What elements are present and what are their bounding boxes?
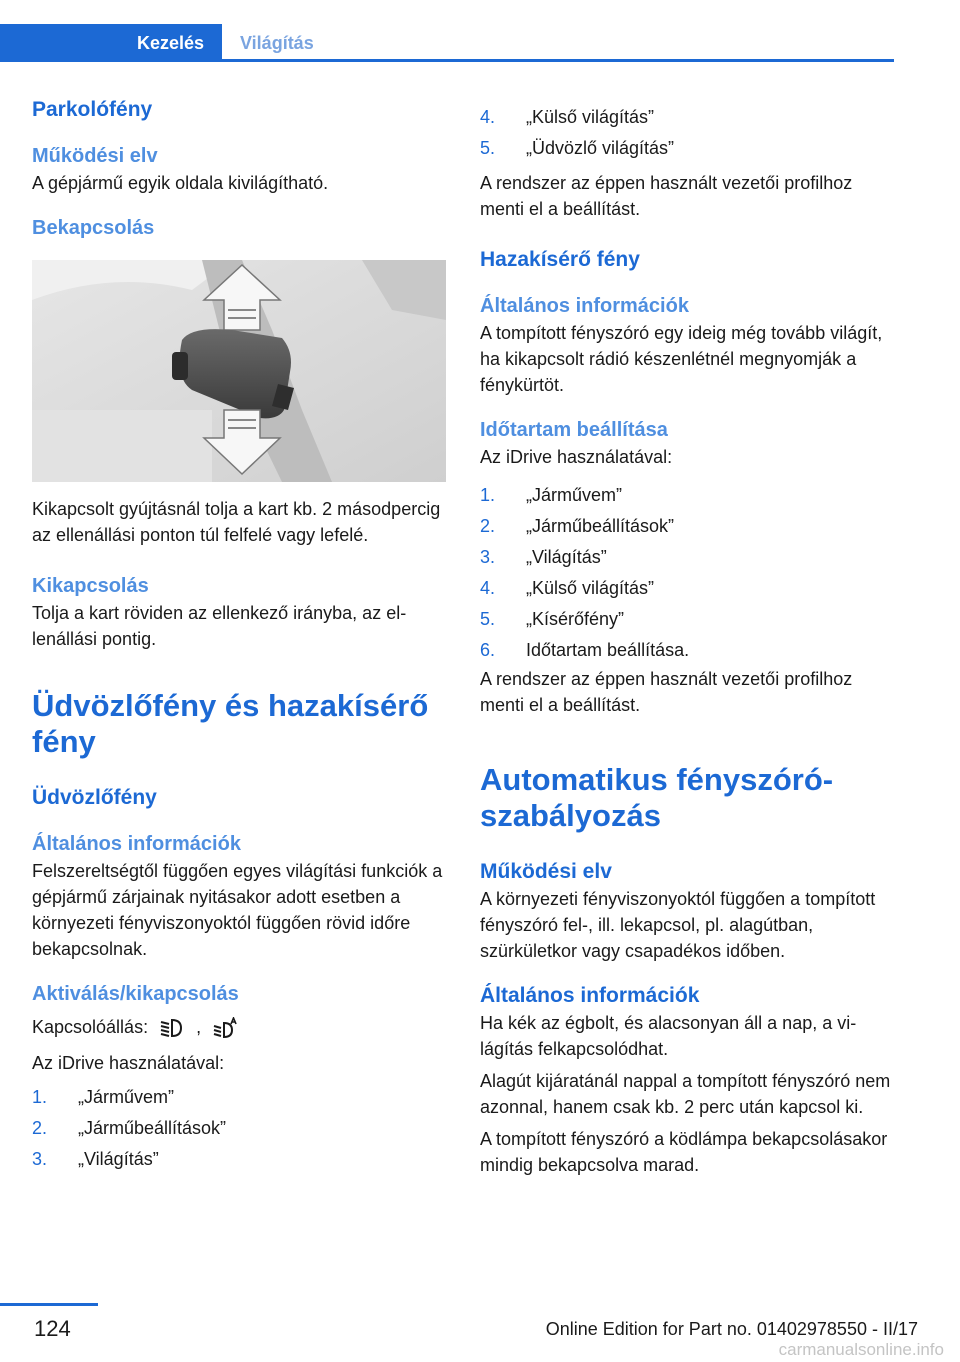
parkolofeny-heading: Parkolófény xyxy=(32,98,153,121)
mukodesi-elv-heading: Működési elv xyxy=(32,145,158,167)
watermark: carmanualsonline.info xyxy=(778,1340,944,1359)
list-item: 1. „Járművem” xyxy=(480,485,623,505)
list-item: 5. „Üdvözlő világítás” xyxy=(480,138,675,158)
right-column xyxy=(480,102,894,1178)
altalanos-informaciok-heading-2: Általános információk xyxy=(480,295,689,317)
udvozlofeny-hazakisero-title: Üdvözlőfény és hazakísérő fény xyxy=(32,688,429,759)
list-item: 5. „Kísérőfény” xyxy=(480,609,625,629)
altalanos-informaciok-heading-3: Általános információk xyxy=(480,984,700,1007)
mukodesi-elv-heading-2: Működési elv xyxy=(480,860,612,883)
automatikus-text: A környezeti fényviszonyoktól függően a tompított fényszóró fel-, ill. lekapcsol, pl. alagútban, szürkületkor vagy csapadékos időben. xyxy=(480,889,876,961)
lever-illustration-svg xyxy=(32,260,446,482)
hazakisero-text: A tompított fényszóró egy ideig még tovább világít, ha kikapcsolt rádió készenlétnél megnyomják a fénykürtöt. xyxy=(480,323,883,395)
profile-text: A rendszer az éppen használt vezetői profilhoz menti el a beállítást. xyxy=(480,173,853,219)
paragraph-3: A tompított fényszóró a ködlámpa bekapcsolásakor mindig bekapcsolva marad. xyxy=(480,1129,888,1175)
lever-illustration xyxy=(32,260,446,482)
edition-text: Online Edition for Part no. 01402978550 - II/17 xyxy=(545,1319,918,1339)
page-number: 124 xyxy=(34,1316,71,1341)
altalanos-informaciok-text: Felszereltségtől függően egyes világítási funkciók a gépjármű zárjainak nyitásakor adott esetben a környezeti fényviszonyoktól függően rövid időre bekapcsolnak. xyxy=(32,861,443,959)
left-steps-list xyxy=(32,1082,446,1175)
kikapcsolas-text: Tolja a kart röviden az ellenkező irányba, az ellenállási pontig. xyxy=(32,603,407,649)
list-item: 6. Időtartam beállítása. xyxy=(480,640,690,660)
paragraph-1: Ha kék az égbolt, és alacsonyan áll a nap, a világítás felkapcsolódhat. xyxy=(480,1013,857,1059)
hazakisero-heading: Hazakísérő fény xyxy=(480,248,640,271)
list-item: 4. „Külső világítás” xyxy=(480,578,655,598)
low-beam-icon xyxy=(159,1017,185,1039)
kapcsoloallas-label: Kapcsolóállás: xyxy=(32,1017,149,1037)
symbol-comma: , xyxy=(196,1017,202,1037)
right-steps-continued xyxy=(480,102,894,164)
bekapcsolas-text: Kikapcsolt gyújtásnál tolja a kart kb. 2 másodpercig az ellenállási ponton túl felfelé vagy lefelé. xyxy=(32,499,441,545)
idrive-label: Az iDrive használatával: xyxy=(32,1053,225,1073)
mukodesi-elv-text: A gépjármű egyik oldala kivilágítható. xyxy=(32,173,329,193)
udvozlofeny-heading: Üdvözlőfény xyxy=(32,786,157,809)
list-item: 3. „Világítás” xyxy=(480,547,607,567)
idotartam-heading: Időtartam beállítása xyxy=(480,419,668,441)
bekapcsolas-heading: Bekapcsolás xyxy=(32,217,155,239)
kapcsoloallas-line xyxy=(32,1014,446,1040)
tab-vilagitas[interactable]: Világítás xyxy=(240,32,314,53)
aktivalas-heading: Aktiválás/kikapcsolás xyxy=(32,983,239,1005)
header-tabbar xyxy=(0,24,894,62)
kikapcsolas-heading: Kikapcsolás xyxy=(32,575,149,597)
altalanos-informaciok-heading: Általános információk xyxy=(32,833,241,855)
header-rule xyxy=(0,59,894,62)
right-steps-list xyxy=(480,480,894,666)
list-item: 4. „Külső világítás” xyxy=(480,107,655,127)
list-item: 3. „Világítás” xyxy=(32,1149,159,1169)
list-item: 2. „Járműbeállítások” xyxy=(32,1118,227,1138)
list-item: 2. „Járműbeállítások” xyxy=(480,516,675,536)
list-item: 1. „Járművem” xyxy=(32,1087,175,1107)
paragraph-2: Alagút kijáratánál nappal a tompított fényszóró nem azonnal, hanem csak kb. 2 perc után kapcsol ki. xyxy=(480,1071,891,1117)
auto-headlight-icon xyxy=(212,1017,238,1039)
profile-text-2: A rendszer az éppen használt vezetői profilhoz menti el a beállítást. xyxy=(480,669,853,715)
footer-rule xyxy=(0,1303,98,1306)
left-column xyxy=(32,96,446,1175)
tab-kezeles[interactable]: Kezelés xyxy=(0,24,222,62)
automatikus-title: Automatikus fényszórószabályozás xyxy=(480,762,834,833)
idrive-label-2: Az iDrive használatával: xyxy=(480,447,673,467)
